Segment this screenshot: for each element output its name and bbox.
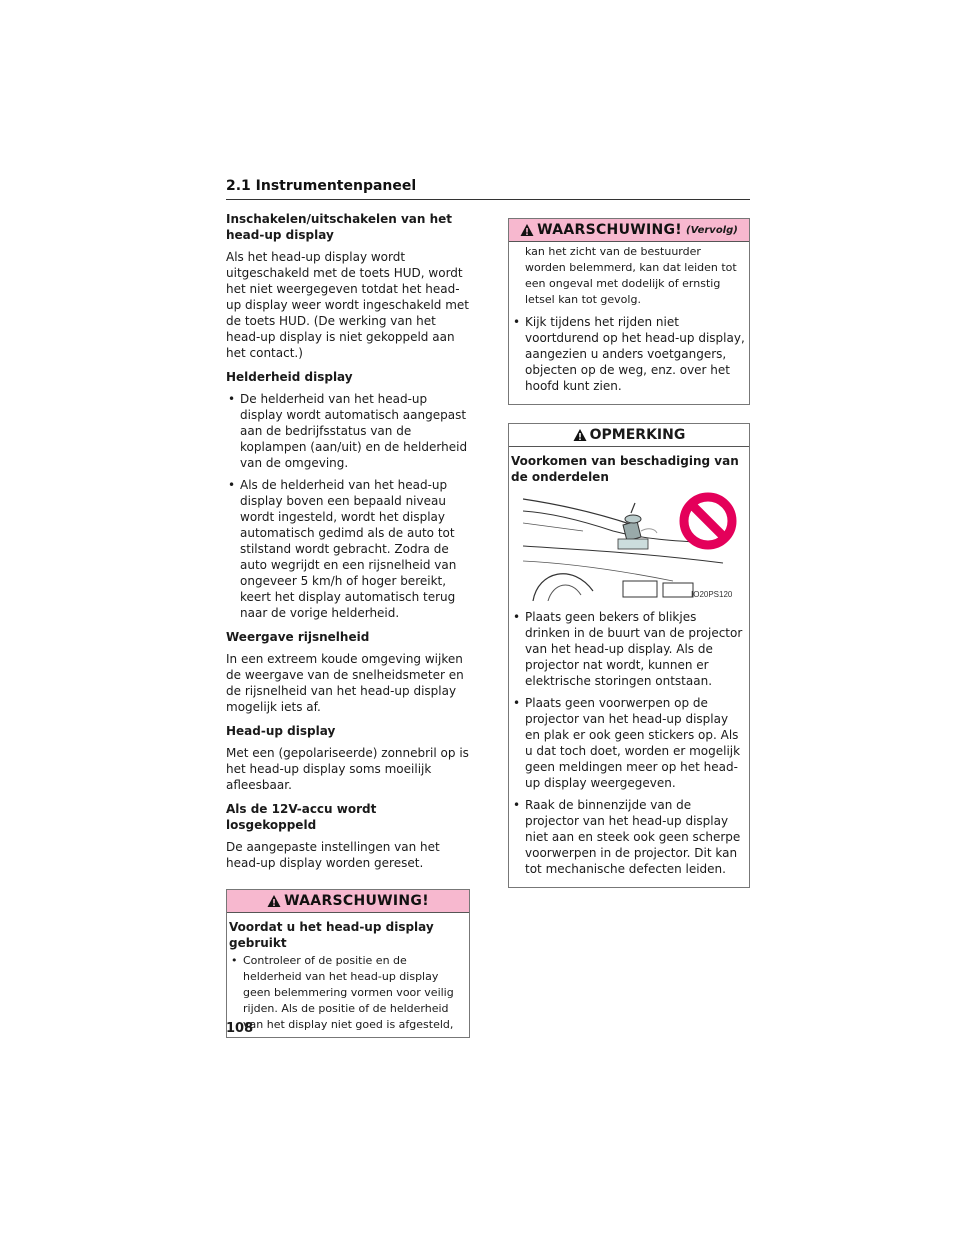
heading-switch: Inschakelen/uitschakelen van het head-up display (226, 212, 452, 242)
warning-continued-body (509, 242, 749, 404)
list-item: • Als de helderheid van het head-up display boven een bepaald niveau wordt ingesteld, wordt het display automatisch gedimd als de auto tot stilstand wordt gebracht. Zodra de auto wegrijdt en een rijsnelheid van ongeveer 5 km/h of hoger bereikt, keert het display automatisch terug naar de vorige helderheid. (226, 477, 470, 621)
warning-triangle-icon (520, 223, 534, 237)
text-battery: De aangepaste instellingen van het head-up display worden gereset. (226, 840, 440, 870)
warning-triangle-icon (267, 894, 281, 908)
text-switch: Als het head-up display wordt uitgeschakeld met de toets HUD, wordt het niet weergegeven totdat het head-up display weer wordt ingeschakeld met de toets HUD. (De werking van het head-up display is niet gekoppeld aan het contact.) (226, 250, 469, 360)
section-title: 2.1 Instrumentenpaneel (226, 178, 417, 194)
brightness-list (226, 391, 470, 621)
warning-list (229, 953, 465, 1033)
list-item: • Controleer of de positie en de helderheid van het head-up display geen belemmering vormen voor veilig rijden. Als de positie of de helderheid van het display niet goed is afgesteld, (229, 953, 465, 1033)
list-item: • Raak de binnenzijde van de projector van het head-up display niet aan en steek ook geen scherpe voorwerpen in de projector. Dit kan tot mechanische defecten leiden. (511, 797, 745, 877)
heading-speed: Weergave rijsnelheid (226, 630, 370, 644)
warning-box (226, 889, 470, 1038)
warning-list (511, 314, 745, 394)
warning-header (509, 219, 749, 242)
warning-label: WAARSCHUWING! (284, 893, 429, 909)
note-heading: Voorkomen van beschadiging van de onderdelen (511, 454, 739, 484)
page-header (226, 178, 750, 200)
note-body (509, 447, 749, 887)
text-hud: Met een (gepolariseerde) zonnebril op is het head-up display soms moeilijk afleesbaar. (226, 746, 469, 792)
continued-text: kan het zicht van de bestuurder worden belemmerd, kan dat leiden tot een ongeval met dodelijk of ernstig letsel kan tot gevolg. (525, 245, 737, 306)
warning-body (227, 913, 469, 1037)
dashboard-illustration (523, 491, 743, 601)
continued-label: (Vervolg) (686, 224, 738, 236)
right-column (508, 218, 750, 888)
warning-heading: Voordat u het head-up display gebruikt (229, 920, 434, 950)
list-item: • De helderheid van het head-up display wordt automatisch aangepast aan de bedrijfsstatus van de koplampen (aan/uit) en de helderheid van de omgeving. (226, 391, 470, 471)
warning-header (227, 890, 469, 913)
list-item: • Plaats geen voorwerpen op de projector van het head-up display en plak er ook geen stickers op. Als u dat toch doet, worden er mogelijk geen meldingen meer op het head-up display weergegeven. (511, 695, 745, 791)
left-column (226, 211, 470, 1038)
header-rule (226, 199, 750, 200)
text-speed: In een extreem koude omgeving wijken de weergave van de snelheidsmeter en de rijsnelheid van het head-up display mogelijk iets af. (226, 652, 464, 714)
warning-triangle-icon (573, 428, 587, 442)
heading-battery: Als de 12V-accu wordt losgekoppeld (226, 802, 377, 832)
note-list (511, 609, 745, 877)
warning-label: WAARSCHUWING! (537, 222, 682, 238)
page-number: 108 (226, 1021, 254, 1036)
note-header (509, 424, 749, 447)
list-item: • Kijk tijdens het rijden niet voortdurend op het head-up display, aangezien u anders voetgangers, objecten op de weg, enz. over het hoofd kunt zien. (511, 314, 745, 394)
note-box (508, 423, 750, 888)
note-label: OPMERKING (589, 427, 686, 443)
heading-brightness: Helderheid display (226, 370, 353, 384)
list-item: • Plaats geen bekers of blikjes drinken in de buurt van de projector van het head-up display. Als de projector nat wordt, kunnen er elektrische storingen ontstaan. (511, 609, 745, 689)
image-code: IO20PS120 (691, 590, 733, 599)
warning-continued-box (508, 218, 750, 405)
heading-hud: Head-up display (226, 724, 336, 738)
